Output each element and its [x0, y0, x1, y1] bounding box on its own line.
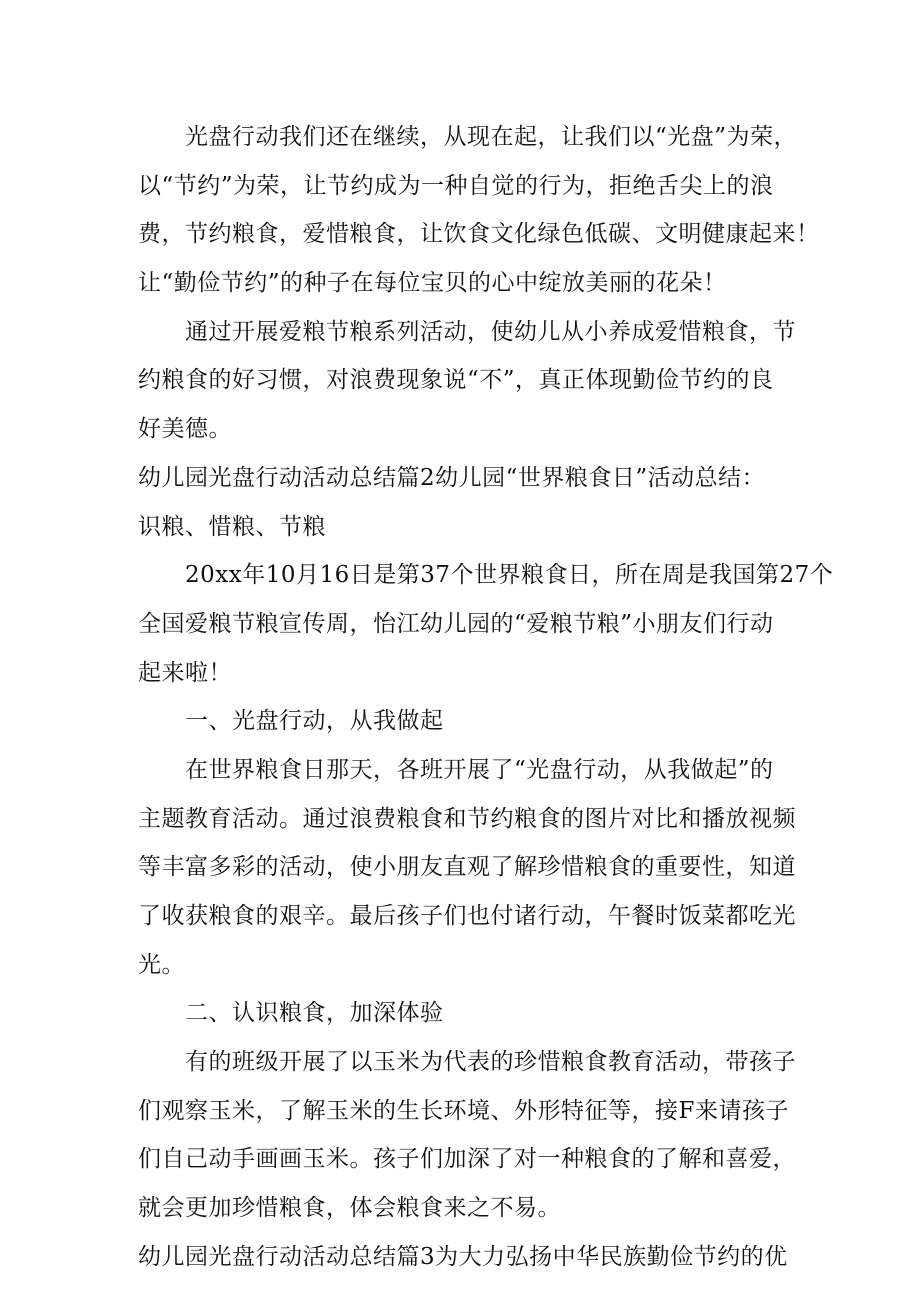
paragraph-line: 了收获粮食的艰辛。最后孩子们也付诸行动，午餐时饭菜都吃光: [138, 903, 796, 929]
paragraph-line: 们观察玉米，了解玉米的生长环境、外形特征等，接F来请孩子: [138, 1097, 789, 1124]
paragraph-line: 费，节约粮食，爱惜粮食，让饮食文化绿色低碳、文明健康起来！: [138, 221, 820, 248]
paragraph-line: 全国爱粮节粮宣传周，怡江幼儿园的“爱粮节粮”小朋友们行动: [138, 610, 774, 637]
subheading-line: 一、光盘行动，从我做起: [185, 708, 444, 735]
paragraph-line: 通过开展爱粮节粮系列活动，使幼儿从小养成爱惜粮食，节: [185, 318, 796, 345]
paragraph-line: 20xx年10月16日是第37个世界粮食日，所在周是我国第27个: [185, 562, 834, 589]
paragraph-line: 在世界粮食日那天，各班开展了“光盘行动，从我做起”的: [185, 756, 774, 783]
paragraph-line: 起来啦！: [138, 659, 232, 686]
paragraph-line: 等丰富多彩的活动，使小朋友直观了解珍惜粮食的重要性，知道: [138, 854, 796, 881]
paragraph-line: 约粮食的好习惯，对浪费现象说“不”，真正体现勤俭节约的良: [138, 367, 774, 394]
paragraph-line: 以“节约”为荣，让节约成为一种自觉的行为，拒绝舌尖上的浪: [138, 172, 774, 199]
document-body: [138, 113, 834, 1282]
paragraph-line: 有的班级开展了以玉米为代表的珍惜粮食教育活动，带孩子: [185, 1049, 796, 1076]
paragraph-line: 就会更加珍惜粮食，体会粮食来之不易。: [138, 1195, 561, 1222]
subheading-line: 二、认识粮食，加深体验: [185, 1000, 444, 1027]
paragraph-line: 们自己动手画画玉米。孩子们加深了对一种粮食的了解和喜爱，: [138, 1146, 796, 1173]
paragraph-line: 光。: [138, 951, 185, 978]
section-title-line: 识粮、惜粮、节粮: [138, 513, 326, 540]
paragraph-line: 光盘行动我们还在继续，从现在起，让我们以“光盘”为荣，: [185, 124, 798, 150]
section-title-line: 幼儿园光盘行动活动总结篇3为大力弘扬中华民族勤俭节约的优: [138, 1243, 788, 1270]
paragraph-line: 让“勤俭节约”的种子在每位宝贝的心中绽放美丽的花朵！: [138, 270, 727, 297]
paragraph-line: 好美德。: [138, 416, 232, 443]
section-title-line: 幼儿园光盘行动活动总结篇2幼儿园“世界粮食日”活动总结：: [138, 464, 766, 491]
paragraph-line: 主题教育活动。通过浪费粮食和节约粮食的图片对比和播放视频: [138, 805, 796, 832]
